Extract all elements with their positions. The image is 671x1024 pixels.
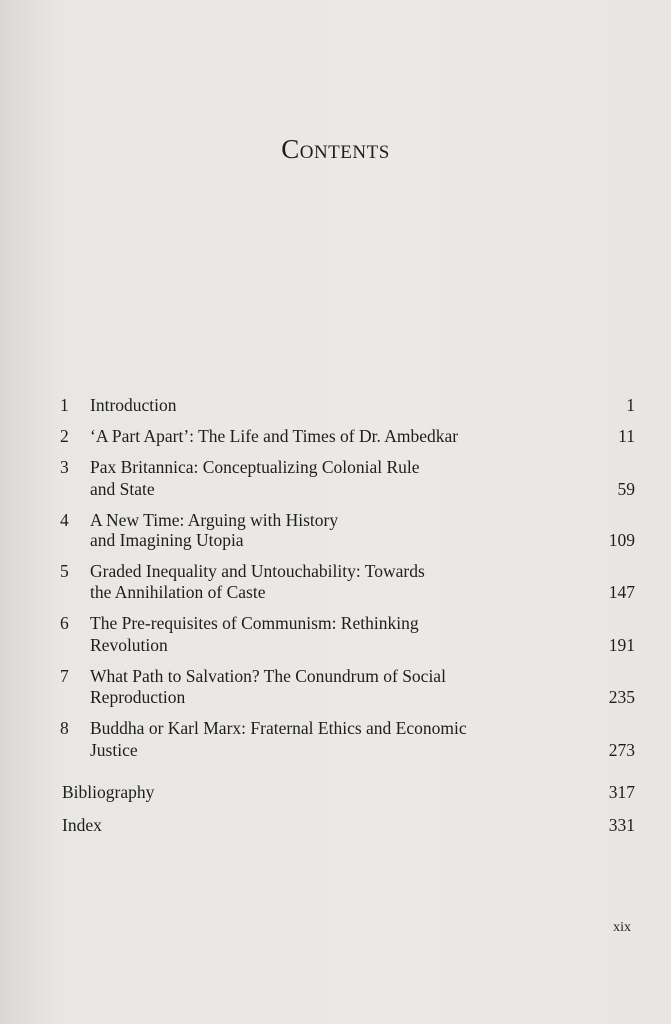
page-number: 11 [618,426,635,446]
chapter-number: 6 [60,613,69,633]
chapter-number: 7 [60,666,69,686]
page-number: 59 [617,479,635,499]
chapter-title-line: and Imagining Utopia [90,530,244,550]
chapter-title-line: Buddha or Karl Marx: Fraternal Ethics and Economic [90,718,467,738]
chapter-title-line: the Annihilation of Caste [90,582,266,602]
chapter-title-line: Revolution [90,635,168,655]
chapter-title-line: ‘A Part Apart’: The Life and Times of Dr. Ambedkar [90,426,459,446]
page-number: 331 [608,815,635,835]
chapter-title-line: Graded Inequality and Untouchability: Towards [90,561,425,581]
page-number: 235 [608,687,635,707]
page-number: 109 [608,530,635,550]
chapter-number: 3 [60,457,69,477]
chapter-title-line: Justice [90,740,138,760]
chapter-title-line: A New Time: Arguing with History [90,510,339,530]
chapter-title-line: What Path to Salvation? The Conundrum of Social [90,666,446,686]
chapter-number: 2 [60,426,69,446]
chapter-title-line: Reproduction [90,687,186,707]
chapter-title-line: and State [90,479,155,499]
page-number: 191 [608,635,635,655]
back-matter-title: Bibliography [62,782,155,802]
chapter-number: 5 [60,561,69,581]
back-matter-title: Index [62,815,102,835]
chapter-title-line: Pax Britannica: Conceptualizing Colonial Rule [90,457,420,477]
chapter-number: 4 [60,510,69,530]
page-number: 1 [626,395,635,415]
page-number: 147 [608,582,635,602]
chapter-number: 8 [60,718,69,738]
page-number: 273 [608,740,635,760]
chapter-title-line: The Pre-requisites of Communism: Rethinking [90,613,419,633]
page-title: Contents [281,134,390,164]
chapter-title-line: Introduction [90,395,177,415]
page-number: 317 [608,782,635,802]
folio-page-number: xix [613,920,631,935]
chapter-number: 1 [60,395,69,415]
